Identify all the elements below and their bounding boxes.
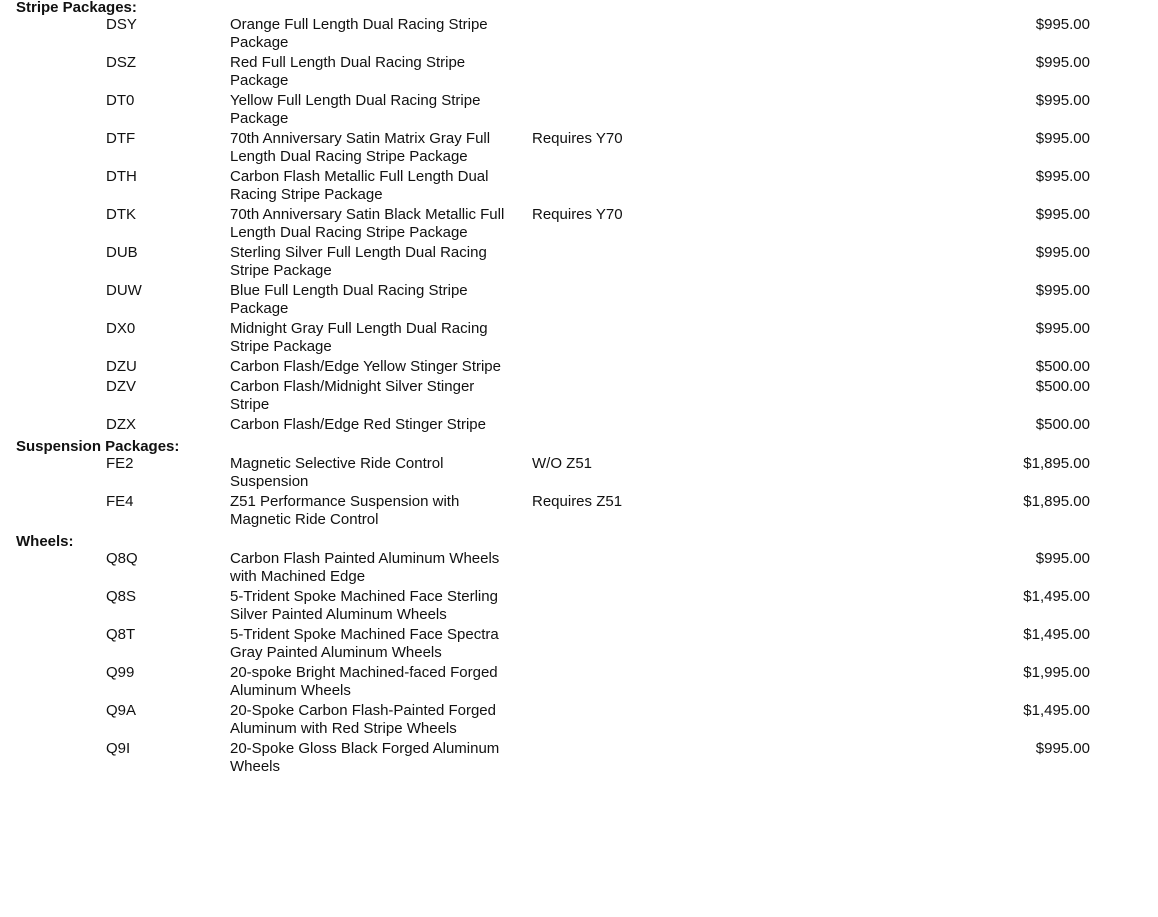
- option-price: $1,995.00: [1023, 664, 1090, 681]
- option-row: [0, 493, 1158, 529]
- option-code: DZX: [106, 416, 136, 433]
- option-row: [0, 740, 1158, 776]
- option-row: [0, 54, 1158, 90]
- option-code: DTK: [106, 206, 136, 223]
- option-row: [0, 664, 1158, 700]
- option-description: Carbon Flash Painted Aluminum Wheels with Machined Edge: [230, 550, 500, 585]
- option-code: DZU: [106, 358, 137, 375]
- option-row: [0, 244, 1158, 280]
- option-row: [0, 378, 1158, 414]
- option-price: $500.00: [1035, 378, 1090, 395]
- option-row: [0, 92, 1158, 128]
- option-price: $995.00: [1035, 168, 1090, 185]
- option-price: $995.00: [1035, 54, 1090, 71]
- option-price: $500.00: [1035, 416, 1090, 433]
- option-row: [0, 550, 1158, 586]
- option-price: $995.00: [1035, 16, 1090, 33]
- option-description: Blue Full Length Dual Racing Stripe Package: [230, 282, 468, 317]
- option-price: $995.00: [1035, 740, 1090, 757]
- option-code: Q8T: [106, 626, 136, 643]
- section-heading: [0, 531, 1158, 550]
- option-price: $995.00: [1035, 92, 1090, 109]
- option-row: [0, 588, 1158, 624]
- option-code: DT0: [106, 92, 135, 109]
- option-description: Carbon Flash/Edge Red Stinger Stripe: [230, 416, 486, 433]
- section-heading: [0, 0, 1158, 16]
- section-heading-label: Wheels:: [16, 533, 74, 550]
- option-code: Q8Q: [106, 550, 138, 567]
- section-heading-label: Stripe Packages:: [16, 0, 137, 16]
- option-description: Orange Full Length Dual Racing Stripe Package: [230, 16, 488, 51]
- option-description: Midnight Gray Full Length Dual Racing Stripe Package: [230, 320, 488, 355]
- option-description: 20-Spoke Carbon Flash-Painted Forged Aluminum with Red Stripe Wheels: [230, 702, 496, 737]
- option-row: [0, 206, 1158, 242]
- option-code: DTF: [106, 130, 136, 147]
- option-note: Requires Y70: [532, 206, 623, 223]
- option-code: FE2: [106, 455, 134, 472]
- option-description: 70th Anniversary Satin Black Metallic Full Length Dual Racing Stripe Package: [230, 206, 505, 241]
- option-price: $500.00: [1035, 358, 1090, 375]
- option-price: $1,895.00: [1023, 455, 1090, 472]
- option-code: DUB: [106, 244, 138, 261]
- section-heading: [0, 436, 1158, 455]
- option-description: Carbon Flash/Edge Yellow Stinger Stripe: [230, 358, 501, 375]
- option-price: $995.00: [1035, 550, 1090, 567]
- option-description: Carbon Flash/Midnight Silver Stinger Stripe: [230, 378, 475, 413]
- option-price: $995.00: [1035, 130, 1090, 147]
- option-price: $995.00: [1035, 206, 1090, 223]
- option-code: DSY: [106, 16, 137, 33]
- option-row: [0, 455, 1158, 491]
- option-description: 20-spoke Bright Machined-faced Forged Aluminum Wheels: [230, 664, 498, 699]
- option-row: [0, 358, 1158, 376]
- option-code: Q8S: [106, 588, 137, 605]
- option-description: Red Full Length Dual Racing Stripe Package: [230, 54, 466, 89]
- option-description: 70th Anniversary Satin Matrix Gray Full Length Dual Racing Stripe Package: [230, 130, 491, 165]
- option-description: 20-Spoke Gloss Black Forged Aluminum Wheels: [230, 740, 500, 775]
- option-row: [0, 416, 1158, 434]
- option-description: 5-Trident Spoke Machined Face Spectra Gray Painted Aluminum Wheels: [230, 626, 499, 661]
- option-row: [0, 282, 1158, 318]
- option-note: Requires Z51: [532, 493, 623, 510]
- option-code: DX0: [106, 320, 136, 337]
- option-code: Q9A: [106, 702, 137, 719]
- option-description: Z51 Performance Suspension with Magnetic Ride Control: [230, 493, 460, 528]
- option-description: Yellow Full Length Dual Racing Stripe Package: [230, 92, 481, 127]
- option-price: $995.00: [1035, 282, 1090, 299]
- option-row: [0, 626, 1158, 662]
- option-description: Magnetic Selective Ride Control Suspension: [230, 455, 444, 490]
- option-row: [0, 168, 1158, 204]
- option-code: Q99: [106, 664, 135, 681]
- option-price: $1,495.00: [1023, 702, 1090, 719]
- option-row: [0, 702, 1158, 738]
- option-note: W/O Z51: [532, 455, 593, 472]
- option-row: [0, 320, 1158, 356]
- option-price: $1,495.00: [1023, 588, 1090, 605]
- option-code: Q9I: [106, 740, 131, 757]
- option-code: DZV: [106, 378, 136, 395]
- option-code: DTH: [106, 168, 137, 185]
- option-row: [0, 16, 1158, 52]
- option-price: $1,895.00: [1023, 493, 1090, 510]
- option-price: $1,495.00: [1023, 626, 1090, 643]
- option-description: 5-Trident Spoke Machined Face Sterling Silver Painted Aluminum Wheels: [230, 588, 498, 623]
- option-note: Requires Y70: [532, 130, 623, 147]
- option-code: FE4: [106, 493, 134, 510]
- option-code: DSZ: [106, 54, 136, 71]
- option-description: Sterling Silver Full Length Dual Racing Stripe Package: [230, 244, 487, 279]
- option-description: Carbon Flash Metallic Full Length Dual Racing Stripe Package: [230, 168, 489, 203]
- option-price: $995.00: [1035, 320, 1090, 337]
- option-price: $995.00: [1035, 244, 1090, 261]
- option-row: [0, 130, 1158, 166]
- section-heading-label: Suspension Packages:: [16, 438, 180, 455]
- option-code: DUW: [106, 282, 142, 299]
